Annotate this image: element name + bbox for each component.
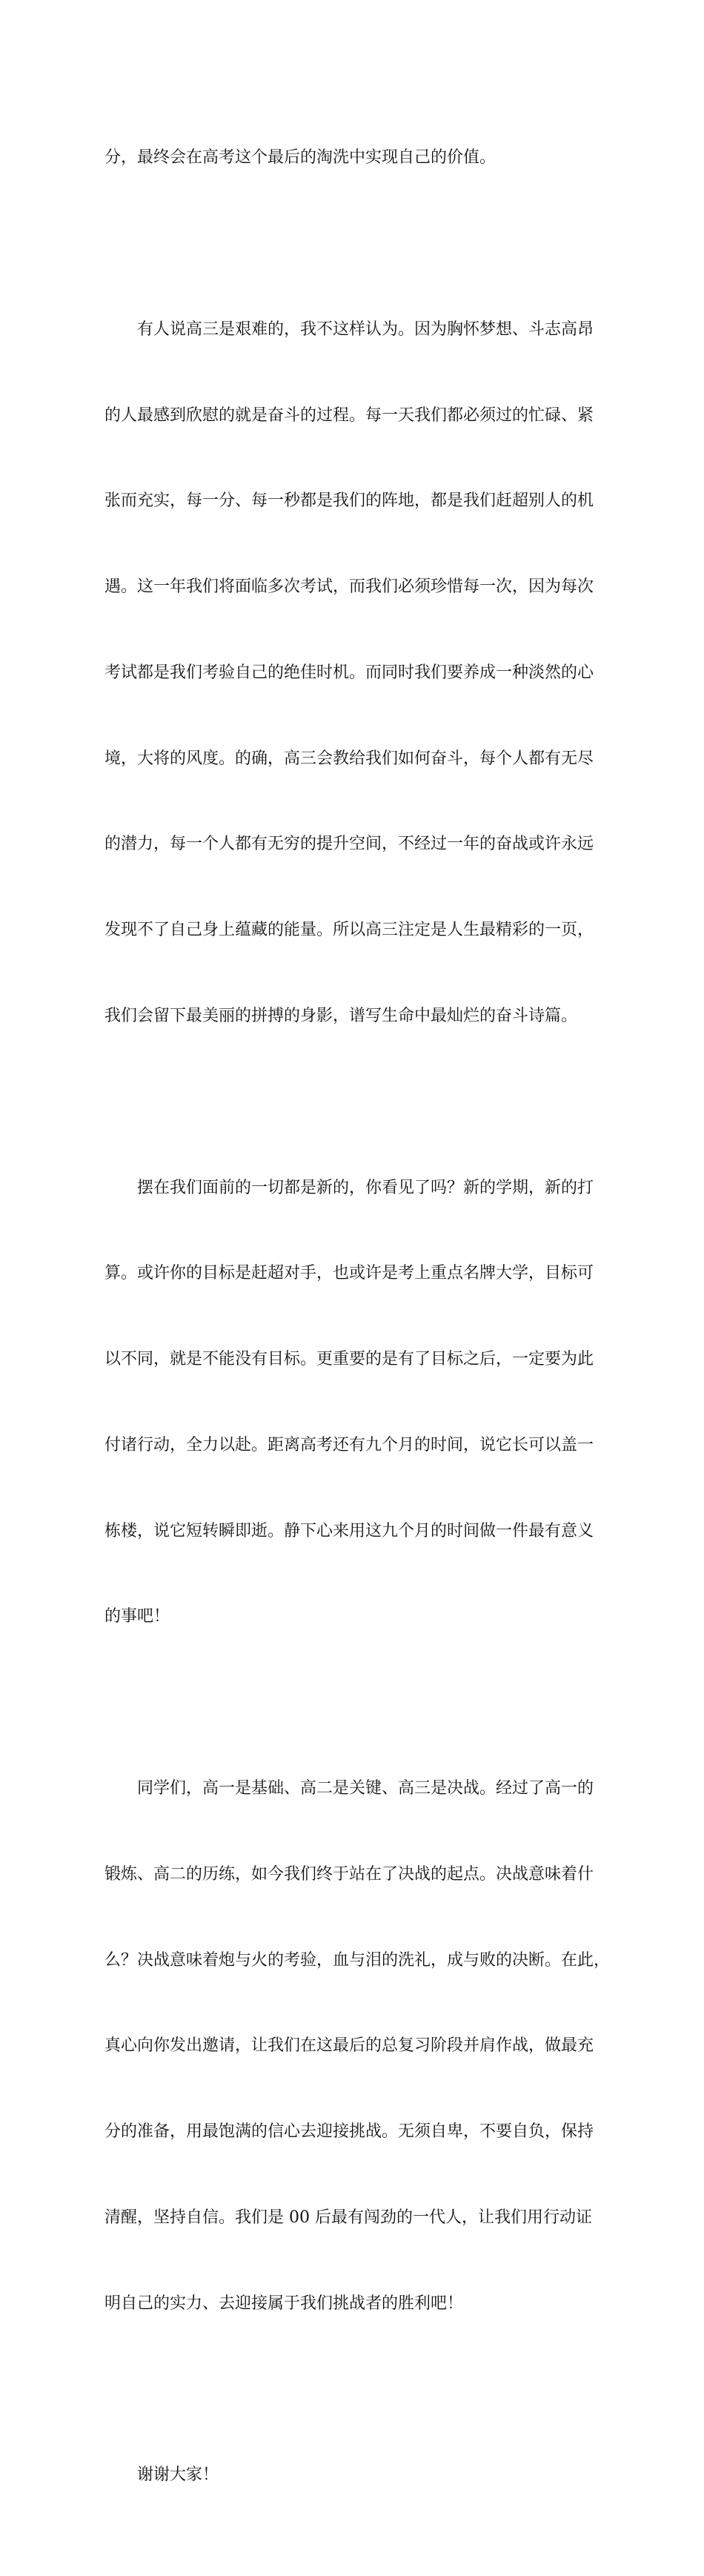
text-line: 的人最感到欣慰的就是奋斗的过程。每一天我们都必须过的忙碌、紧 — [104, 405, 594, 425]
text-line: 的事吧！ — [104, 1607, 170, 1626]
text-line: 么？决战意味着炮与火的考验，血与泪的洗礼，成与败的决断。在此， — [104, 1950, 611, 1970]
document-body — [104, 87, 611, 2576]
text-line: 清醒，坚持自信。我们是 00 后最有闯劲的一代人，让我们用行动证 — [104, 2208, 592, 2227]
text-line: 栋楼，说它短转瞬即逝。静下心来用这九个月的时间做一件最有意义 — [104, 1521, 594, 1540]
text-line: 的潜力，每一个人都有无穷的提升空间，不经过一年的奋战或许永远 — [104, 835, 594, 854]
paragraph-1 — [104, 87, 608, 230]
paragraph-3 — [104, 1116, 608, 1689]
text-line: 付诸行动，全力以赴。距离高考还有九个月的时间，说它长可以盖一 — [104, 1435, 594, 1454]
text-line: 真心向你发出邀请，让我们在这最后的总复习阶段并肩作战，做最充 — [104, 2036, 594, 2056]
text-line: 发现不了自己身上蕴藏的能量。所以高三注定是人生最精彩的一页， — [104, 921, 594, 940]
text-line: 算。或许你的目标是赶超对手，也或许是考上重点名牌大学，目标可 — [104, 1264, 594, 1283]
text-line: 境，大将的风度。的确，高三会教给我们如何奋斗，每个人都有无尽 — [104, 749, 594, 768]
text-line: 锻炼、高二的历练，如今我们终于站在了决战的起点。决战意味着什 — [104, 1864, 594, 1884]
text-line: 我们会留下最美丽的拼搏的身影，谱写生命中最灿烂的奋斗诗篇。 — [104, 1007, 578, 1025]
text-line: 同学们，高一是基础、高二是关键、高三是决战。经过了高一的 — [137, 1779, 594, 1798]
text-line: 有人说高三是艰难的，我不这样认为。因为胸怀梦想、斗志高昂 — [137, 319, 594, 339]
text-line: 摆在我们面前的一切都是新的，你看见了吗？新的学期，新的打 — [137, 1178, 594, 1197]
text-line: 分，最终会在高考这个最后的淘洗中实现自己的价值。 — [104, 148, 497, 168]
text-line: 分的准备，用最饱满的信心去迎接挑战。无须自卑，不要自负，保持 — [104, 2122, 594, 2142]
text-line: 遇。这一年我们将面临多次考试，而我们必须珍惜每一次，因为每次 — [104, 577, 594, 597]
paragraph-2 — [104, 259, 608, 1088]
text-line: 以不同，就是不能没有目标。更重要的是有了目标之后，一定要为此 — [104, 1350, 594, 1369]
text-line: 谢谢大家！ — [137, 2466, 219, 2485]
text-line: 明自己的实力、去迎接属于我们挑战者的胜利吧！ — [104, 2294, 464, 2313]
text-line: 张而充实，每一分、每一秒都是我们的阵地，都是我们赶超别人的机 — [104, 491, 594, 511]
paragraph-5 — [104, 2404, 608, 2547]
text-line: 考试都是我们考验自己的绝佳时机。而同时我们要养成一种淡然的心 — [104, 663, 594, 682]
paragraph-4 — [104, 1718, 611, 2376]
